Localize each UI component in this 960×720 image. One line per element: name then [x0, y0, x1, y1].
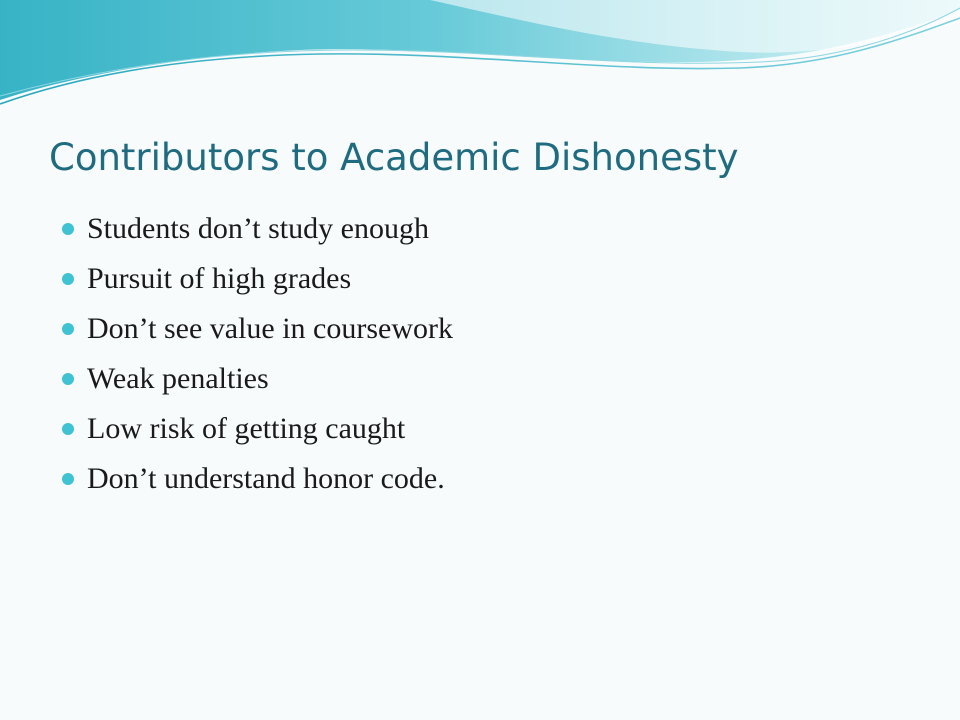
bullet-item	[62, 208, 453, 258]
bullet-item	[62, 408, 453, 458]
bullet-dot-icon	[62, 223, 74, 235]
bullet-text: Don’t understand honor code.	[87, 462, 445, 495]
bullet-dot-icon	[62, 323, 74, 335]
bullet-dot-icon	[62, 273, 74, 285]
bullet-text: Low risk of getting caught	[87, 412, 406, 445]
bullet-item	[62, 258, 453, 308]
bullet-item	[62, 458, 453, 508]
header-wave-decoration	[0, 0, 960, 110]
bullet-dot-icon	[62, 473, 74, 485]
slide-title: Contributors to Academic Dishonesty	[49, 136, 739, 179]
bullet-text: Weak penalties	[87, 362, 269, 395]
bullet-dot-icon	[62, 423, 74, 435]
bullet-list	[62, 208, 453, 508]
bullet-text: Don’t see value in coursework	[87, 312, 454, 345]
bullet-item	[62, 308, 453, 358]
bullet-dot-icon	[62, 373, 74, 385]
bullet-text: Students don’t study enough	[87, 212, 429, 245]
bullet-text: Pursuit of high grades	[87, 262, 352, 295]
bullet-item	[62, 358, 453, 408]
